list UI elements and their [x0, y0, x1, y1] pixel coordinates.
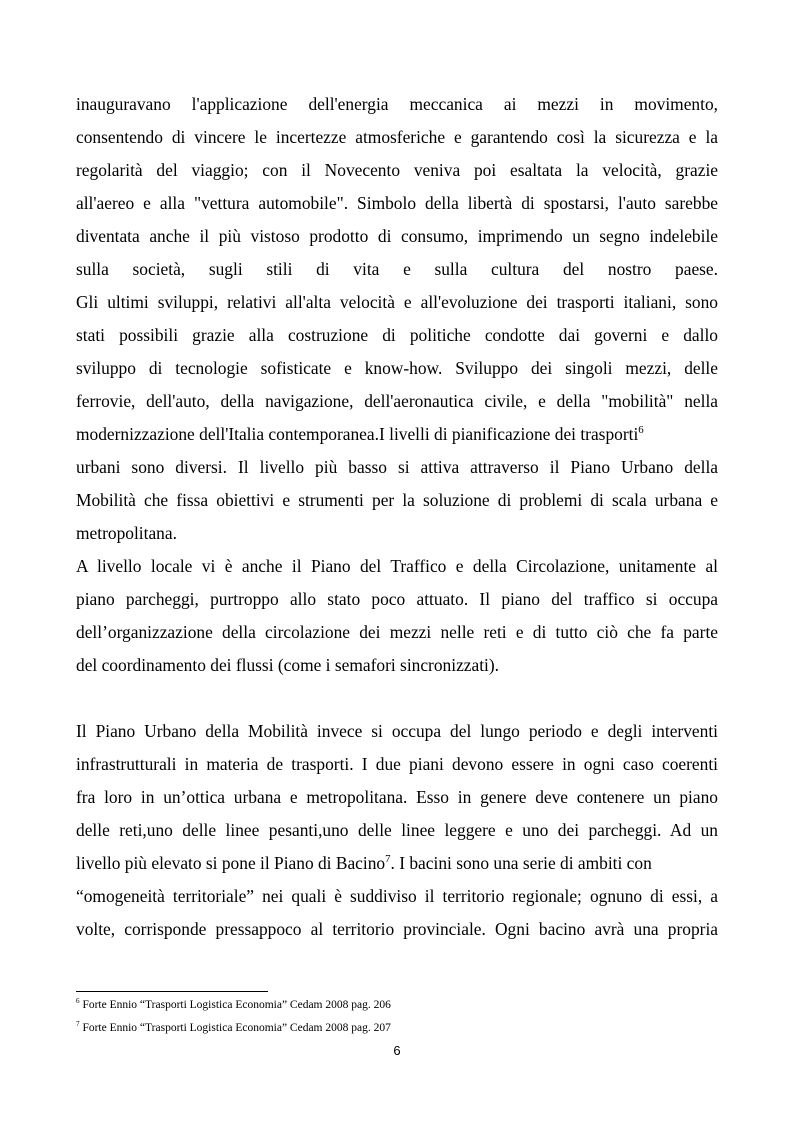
body-line-15: A livello locale vi è anche il Piano del Traffico e della Circolazione, unitamente al — [76, 556, 718, 576]
body-line-23-tail: . I bacini sono una serie di ambiti con — [390, 853, 652, 873]
body-line-23-text: livello più elevato si pone il Piano di Bacino — [76, 853, 386, 873]
body-line-1: inauguravano l'applicazione dell'energia meccanica ai mezzi in movimento, — [76, 94, 718, 114]
body-line-5: diventata anche il più vistoso prodotto di consumo, imprimendo un segno indelebile — [76, 226, 718, 246]
footnote-7-text: Forte Ennio “Trasporti Logistica Economia” Cedam 2008 pag. 207 — [79, 1022, 391, 1034]
footnote-7-mark: 7 — [76, 1020, 80, 1029]
footnote-7 — [76, 1021, 391, 1035]
body-line-18: del coordinamento dei flussi (come i semafori sincronizzati). — [76, 655, 500, 675]
footnote-6-text: Forte Ennio “Trasporti Logistica Economia” Cedam 2008 pag. 206 — [79, 999, 391, 1011]
footnote-6-mark: 6 — [76, 997, 80, 1006]
body-line-10: ferrovie, dell'auto, della navigazione, dell'aeronautica civile, e della "mobilità" nella — [76, 391, 718, 411]
body-line-23 — [76, 853, 718, 873]
body-line-19: Il Piano Urbano della Mobilità invece si occupa del lungo periodo e degli interventi — [76, 721, 718, 741]
footnote-6 — [76, 998, 391, 1012]
body-line-8: stati possibili grazie alla costruzione di politiche condotte dai governi e dallo — [76, 325, 718, 345]
footnote-ref-6: 6 — [638, 424, 644, 437]
body-line-7: Gli ultimi sviluppi, relativi all'alta velocità e all'evoluzione dei trasporti italiani, sono — [76, 292, 718, 312]
body-line-24: “omogeneità territoriale” nei quali è suddiviso il territorio regionale; ognuno di essi, a — [76, 886, 718, 906]
body-line-2: consentendo di vincere le incertezze atmosferiche e garantendo così la sicurezza e la — [76, 127, 718, 147]
body-line-12: urbani sono diversi. Il livello più basso si attiva attraverso il Piano Urbano della — [76, 457, 718, 477]
body-line-11-text: modernizzazione dell'Italia contemporanea.I livelli di pianificazione dei trasporti — [76, 424, 639, 444]
body-line-21: fra loro in un’ottica urbana e metropolitana. Esso in genere deve contenere un piano — [76, 787, 718, 807]
footnote-separator — [76, 991, 268, 992]
body-line-6: sulla società, sugli stili di vita e sulla cultura del nostro paese. — [76, 259, 718, 279]
footnote-ref-7: 7 — [385, 853, 391, 866]
body-line-22: delle reti,uno delle linee pesanti,uno delle linee leggere e uno dei parcheggi. Ad un — [76, 820, 718, 840]
body-line-11 — [76, 424, 718, 444]
body-line-4: all'aereo e alla "vettura automobile". Simbolo della libertà di spostarsi, l'auto sarebbe — [76, 193, 718, 213]
body-line-3: regolarità del viaggio; con il Novecento veniva poi esaltata la velocità, grazie — [76, 160, 718, 180]
body-line-14: metropolitana. — [76, 523, 177, 543]
body-line-25: volte, corrisponde pressappoco al territorio provinciale. Ogni bacino avrà una propria — [76, 919, 718, 939]
body-line-13: Mobilità che fissa obiettivi e strumenti per la soluzione di problemi di scala urbana e — [76, 490, 718, 510]
body-line-9: sviluppo di tecnologie sofisticate e know-how. Sviluppo dei singoli mezzi, delle — [76, 358, 718, 378]
body-line-20: infrastrutturali in materia de trasporti. I due piani devono essere in ogni caso coerenti — [76, 754, 718, 774]
page-number: 6 — [393, 1043, 401, 1058]
body-line-16: piano parcheggi, purtroppo allo stato poco attuato. Il piano del traffico si occupa — [76, 589, 718, 609]
body-line-17: dell’organizzazione della circolazione dei mezzi nelle reti e di tutto ciò che fa parte — [76, 622, 718, 642]
